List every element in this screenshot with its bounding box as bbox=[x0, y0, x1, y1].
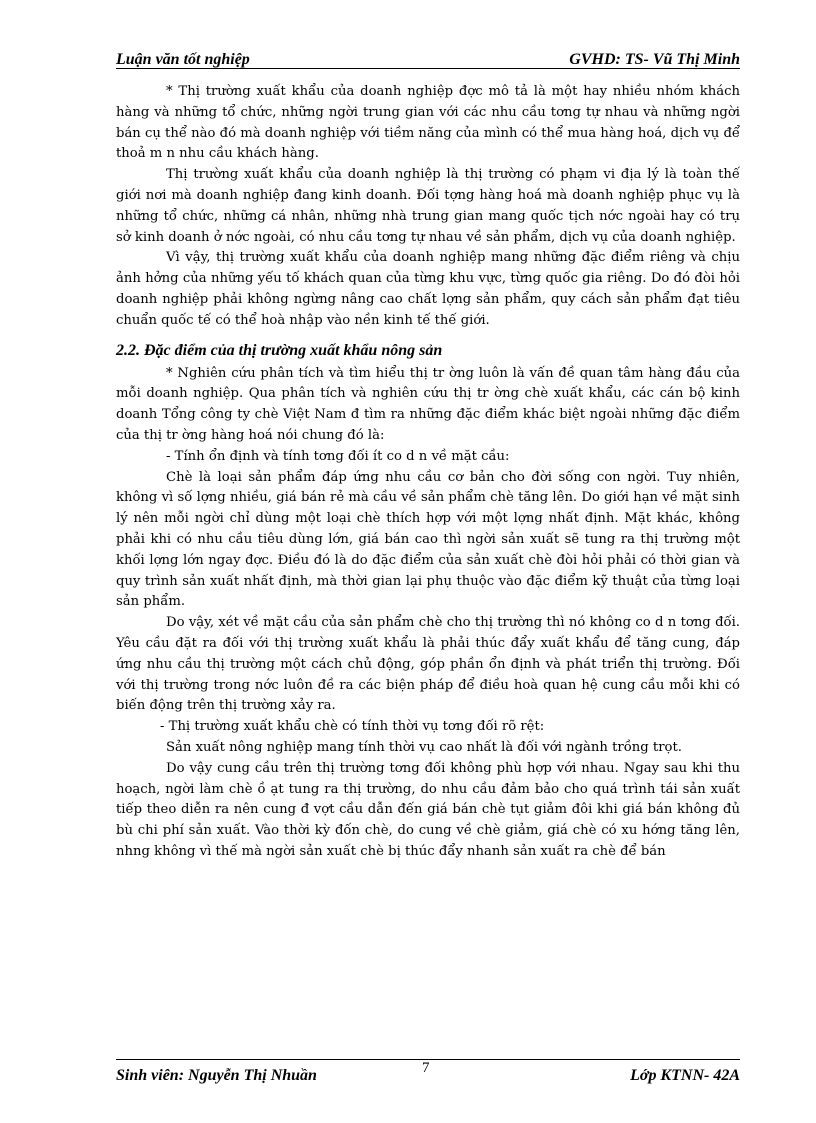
footer-student: Sinh viên: Nguyễn Thị Nhuần bbox=[116, 1067, 317, 1084]
page-header bbox=[116, 50, 740, 70]
header-advisor: GVHD: TS- Vũ Thị Minh bbox=[569, 51, 740, 68]
paragraph: Sản xuất nông nghiệp mang tính thời vụ cao nhất là đối với ngành trồng trọt. bbox=[166, 739, 682, 755]
subheading: - Thị trường xuất khẩu chè có tính thời vụ tơng đối rõ rệt: bbox=[160, 719, 545, 735]
header-rule bbox=[116, 68, 740, 69]
paragraph: * Nghiên cứu phân tích và tìm hiểu thị tr ờng luôn là vấn đề quan tâm hàng đầu của mỗi doanh nghiệp. Qua phân tích và nghiên cứu thị tr ờng chè xuất khẩu, các cán bộ kinh doanh Tổng công ty chè Việt Nam đ tìm ra những đặc điểm khác biệt ngoài những đặc điểm của thị tr ờng hàng hoá nói chung đó là: bbox=[116, 365, 740, 443]
header-thesis-title: Luận văn tốt nghiệp bbox=[116, 51, 250, 68]
page-footer bbox=[116, 1057, 740, 1084]
paragraph: Thị trường xuất khẩu của doanh nghiệp là thị trường có phạm vi địa lý là toàn thế giới nơi mà doanh nghiệp đang kinh doanh. Đối tợng hàng hoá mà doanh nghiệp phục vụ là những tổ chức, những cá nhân, những nhà trung gian mang quốc tịch nớc ngoài hay có trụ sở kinh doanh ở nớc ngoài, có nhu cầu tơng tự nhau về sản phẩm, dịch vụ của doanh nghiệp. bbox=[116, 167, 740, 245]
section-heading: 2.2. Đặc điểm của thị trường xuất khẩu nông sản bbox=[116, 341, 443, 359]
paragraph: Vì vậy, thị trường xuất khẩu của doanh nghiệp mang những đặc điểm riêng và chịu ảnh hởng của những yếu tố khách quan của từng khu vực, từng quốc gia riêng. Do đó đòi hỏi doanh nghiệp phải không ngừng nâng cao chất lợng sản phẩm, quy cách sản phẩm đạt tiêu chuẩn quốc tế có thể hoà nhập vào nền kinh tế thế giới. bbox=[116, 250, 740, 328]
footer-class: Lớp KTNN- 42A bbox=[630, 1067, 740, 1084]
paragraph: Do vậy, xét về mặt cầu của sản phẩm chè cho thị trường thì nó không co d n tơng đối. Yêu cầu đặt ra đối với thị trường xuất khẩu là phải thúc đẩy xuất khẩu để tăng cung, đáp ứng nhu cầu thị trường một cách chủ động, góp phần ổn định và phát triển thị trường. Đối với thị trường trong nớc luôn đề ra các biện pháp để điều hoà quan hệ cung cầu mỗi khi có biến động trên thị trường xảy ra. bbox=[116, 615, 740, 714]
page-number: 7 bbox=[422, 1060, 430, 1076]
paragraph: Do vậy cung cầu trên thị trường tơng đối không phù hợp với nhau. Ngay sau khi thu hoạch, ngời làm chè ồ ạt tung ra thị trường, do nhu cầu đảm bảo cho quá trình tái sản xuất tiếp theo diễn ra nên cung đ vợt cầu dẫn đến giá bán chè tụt giảm đôi khi giá bán không đủ bù chi phí sản xuất. Vào thời kỳ đốn chè, do cung về chè giảm, giá chè có xu hớng tăng lên, nhng không vì thế mà ngời sản xuất chè bị thúc đẩy nhanh sản xuất ra chè để bán bbox=[116, 760, 740, 859]
paragraph: * Thị trường xuất khẩu của doanh nghiệp đợc mô tả là một hay nhiều nhóm khách hàng và những tổ chức, những ngời trung gian với các nhu cầu tơng tự nhau và những ngời bán cụ thể nào đó mà doanh nghiệp với tiềm năng của mình có thể mua hàng hoá, dịch vụ để thoả m n nhu cầu khách hàng. bbox=[116, 84, 740, 162]
subheading: - Tính ổn định và tính tơng đối ít co d n về mặt cầu: bbox=[166, 448, 510, 464]
paragraph: Chè là loại sản phẩm đáp ứng nhu cầu cơ bản cho đời sống con ngời. Tuy nhiên, không vì số lợng nhiều, giá bán rẻ mà cầu về sản phẩm chè tăng lên. Do giới hạn về mặt sinh lý nên mỗi ngời chỉ dùng một loại chè thích hợp với một lợng nhất định. Mặt khác, không phải khi có nhu cầu tiêu dùng lớn, giá bán cao thì ngời sản xuất sẽ tung ra thị trường một khối lợng lớn ngay đợc. Điều đó là do đặc điểm của sản xuất chè đòi hỏi phải có thời gian và quy trình sản xuất nhất định, mà thời gian lại phụ thuộc vào đặc điểm kỹ thuật của từng loại sản phẩm. bbox=[116, 469, 740, 610]
document-body bbox=[116, 82, 740, 863]
